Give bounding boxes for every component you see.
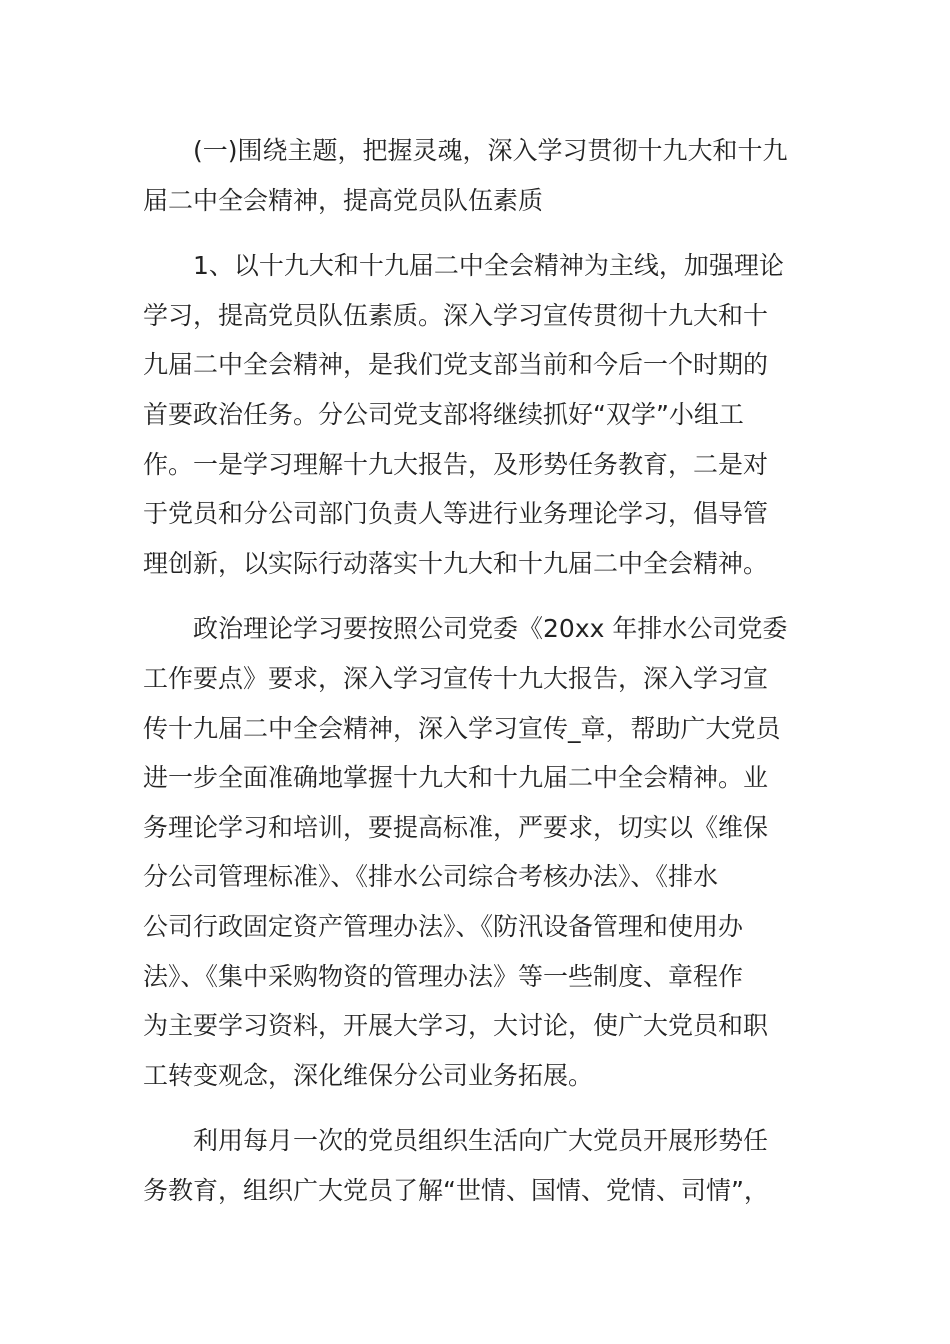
section-heading-paragraph — [143, 126, 803, 225]
document-body — [143, 126, 803, 1231]
text-line: 九届二中全会精神，是我们党支部当前和今后一个时期的 — [143, 350, 769, 380]
body-paragraph — [143, 241, 803, 588]
text-line: 于党员和分公司部门负责人等进行业务理论学习，倡导管 — [143, 499, 769, 529]
text-line: 1、以十九大和十九届二中全会精神为主线，加强理论 — [193, 251, 784, 281]
text-line: 届二中全会精神，提高党员队伍素质 — [143, 185, 544, 215]
text-line: 传十九届二中全会精神，深入学习宣传_章，帮助广大党员 — [143, 713, 781, 743]
text-line: 利用每月一次的党员组织生活向广大党员开展形势任 — [193, 1126, 769, 1156]
text-line: 法》、《集中采购物资的管理办法》等一些制度、章程作 — [143, 961, 744, 991]
text-line: 工转变观念，深化维保分公司业务拓展。 — [143, 1060, 594, 1090]
text-line: (一)围绕主题，把握灵魂，深入学习贯彻十九大和十九 — [193, 136, 788, 165]
body-paragraph — [143, 1116, 803, 1215]
text-line: 政治理论学习要按照公司党委《20xx 年排水公司党委 — [193, 614, 788, 644]
text-line: 工作要点》要求，深入学习宣传十九大报告，深入学习宣 — [143, 663, 769, 693]
text-line: 进一步全面准确地掌握十九大和十九届二中全会精神。业 — [143, 763, 769, 793]
body-paragraph — [143, 604, 803, 1100]
text-line: 务理论学习和培训，要提高标准，严要求，切实以《维保 — [143, 812, 769, 842]
text-line: 学习，提高党员队伍素质。深入学习宣传贯彻十九大和十 — [143, 300, 769, 330]
text-line: 首要政治任务。分公司党支部将继续抓好“双学”小组工 — [143, 399, 744, 429]
text-line: 务教育，组织广大党员了解“世情、国情、党情、司情”， — [143, 1175, 769, 1205]
text-line: 作。一是学习理解十九大报告，及形势任务教育，二是对 — [143, 449, 769, 479]
text-line: 为主要学习资料，开展大学习，大讨论，使广大党员和职 — [143, 1011, 769, 1041]
text-line: 公司行政固定资产管理办法》、《防汛设备管理和使用办 — [143, 911, 744, 941]
text-line: 分公司管理标准》、《排水公司综合考核办法》、《排水 — [143, 862, 719, 892]
text-line: 理创新，以实际行动落实十九大和十九届二中全会精神。 — [143, 548, 769, 578]
